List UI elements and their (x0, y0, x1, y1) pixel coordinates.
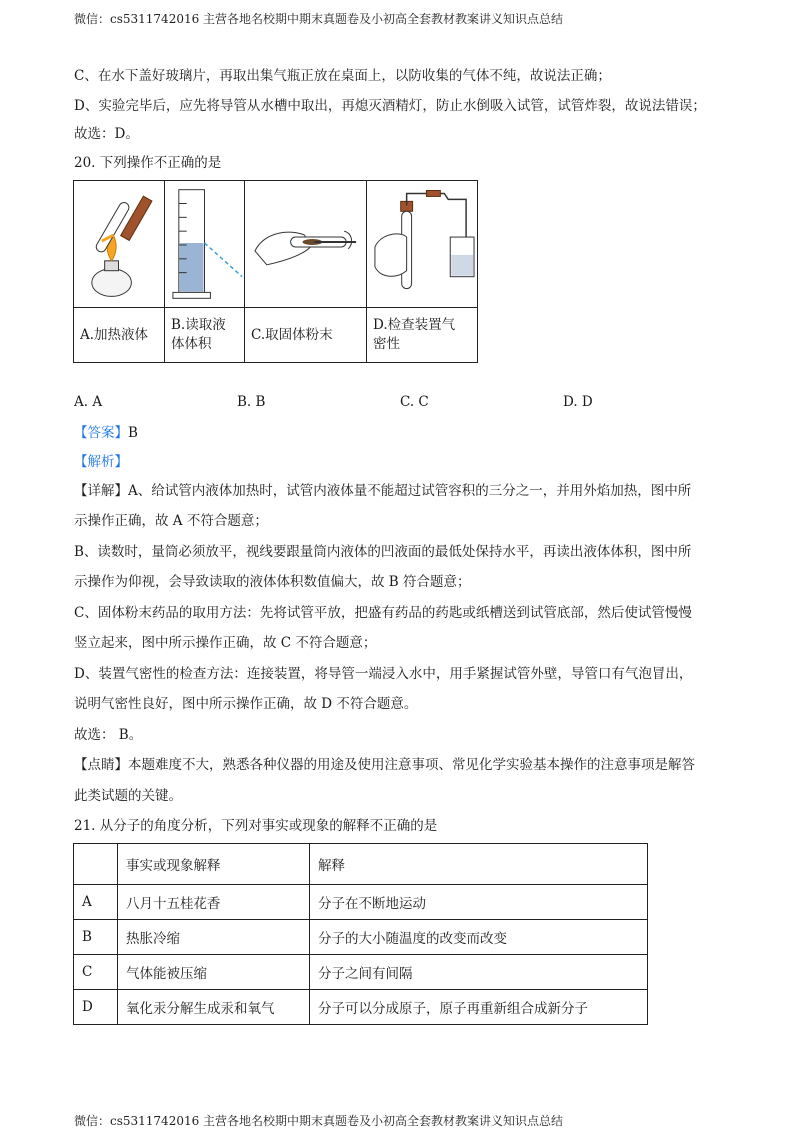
detail-line: 说明气密性良好，图中所示操作正确，故 D 不符合题意。 (74, 696, 418, 712)
table-row (74, 955, 648, 990)
table-cell: 分子之间有间隔 (310, 955, 648, 990)
table-cell: 热胀冷缩 (118, 920, 310, 955)
analysis-tag: 【解析】 (74, 454, 128, 470)
option-c: C. C (400, 394, 429, 410)
detail-line: B、读数时，量筒必须放平，视线要跟量筒内液体的凹液面的最低处保持水平，再读出液体体积，图中所 (74, 544, 692, 560)
table-cell: 氧化汞分解生成汞和氧气 (118, 990, 310, 1025)
caption-d: D.检查装置气 密性 (367, 308, 478, 363)
table-cell: 分子在不断地运动 (310, 885, 648, 920)
page-header: 微信：cs5311742016 主营各地名校期中期末真题卷及小初高全套教材教案讲义知识点总结 (74, 12, 564, 26)
table-cell: D (74, 990, 118, 1025)
caption-b: B.读取液 体体积 (165, 308, 245, 363)
detail-line: D、装置气密性的检查方法：连接装置，将导管一端浸入水中，用手紧握试管外壁，导管口有气泡冒出， (74, 666, 693, 682)
table-cell: 八月十五桂花香 (118, 885, 310, 920)
table-cell: 分子的大小随温度的改变而改变 (310, 920, 648, 955)
table-cell: B (74, 920, 118, 955)
table-row (74, 920, 648, 955)
option-d: D. D (563, 394, 593, 410)
detail-line: 【详解】A、给试管内液体加热时，试管内液体量不能超过试管容积的三分之一，并用外焰加热，图中所 (74, 483, 692, 499)
answer-line (74, 423, 138, 443)
prev-answer: 故选：D。 (74, 126, 139, 142)
table-row (74, 990, 648, 1025)
detail-line: 此类试题的关键。 (74, 788, 182, 804)
detail-line: 【点睛】本题难度不大，熟悉各种仪器的用途及使用注意事项、常见化学实验基本操作的注意事项是解答 (74, 757, 695, 773)
detail-line: 竖立起来，图中所示操作正确，故 C 不符合题意； (74, 635, 377, 651)
table-header-row (74, 844, 648, 885)
table-row (74, 885, 648, 920)
table-header-cell: 事实或现象解释 (118, 844, 310, 885)
caption-c: C.取固体粉末 (245, 308, 367, 363)
detail-line: C、固体粉末药品的取用方法：先将试管平放，把盛有药品的药匙或纸槽送到试管底部，然后使试管慢慢 (74, 605, 692, 621)
detail-line: 示操作为仰视，会导致读取的液体体积数值偏大，故 B 符合题意； (74, 574, 471, 590)
table-header-cell: 解释 (310, 844, 648, 885)
option-b: B. B (237, 394, 266, 410)
prev-option-c: C、在水下盖好玻璃片，再取出集气瓶正放在桌面上，以防收集的气体不纯，故说法正确； (74, 68, 611, 84)
airtightness-illustration (367, 181, 477, 307)
detail-line: 示操作正确，故 A 不符合题意； (74, 513, 268, 529)
image-reading-volume (165, 181, 245, 308)
table-cell: C (74, 955, 118, 990)
prev-option-d: D、实验完毕后，应先将导管从水槽中取出，再熄灭酒精灯，防止水倒吸入试管，试管炸裂，故说法错误； (74, 98, 706, 114)
caption-a: A.加热液体 (74, 308, 165, 363)
table-cell: 分子可以分成原子，原子再重新组合成新分子 (310, 990, 648, 1025)
question-20-title: 20. 下列操作不正确的是 (74, 155, 222, 171)
question-21-table (73, 843, 648, 1025)
analysis-tag-line (74, 452, 128, 472)
reading-volume-illustration (165, 181, 244, 307)
image-taking-powder (245, 181, 367, 308)
table-cell: A (74, 885, 118, 920)
heating-liquid-illustration (74, 181, 164, 307)
image-airtightness-check (367, 181, 478, 308)
option-a: A. A (74, 394, 103, 410)
image-heating-liquid (74, 181, 165, 308)
page-footer: 微信：cs5311742016 主营各地名校期中期末真题卷及小初高全套教材教案讲义知识点总结 (74, 1114, 564, 1128)
table-cell: 气体能被压缩 (118, 955, 310, 990)
detail-line: 故选： B。 (74, 727, 143, 743)
question-21-title: 21. 从分子的角度分析，下列对事实或现象的解释不正确的是 (74, 818, 438, 834)
answer-tag: 【答案】 (74, 425, 128, 441)
answer-value: B (128, 425, 138, 441)
question-20-image-table (73, 180, 478, 363)
table-header-cell (74, 844, 118, 885)
taking-powder-illustration (245, 181, 366, 307)
